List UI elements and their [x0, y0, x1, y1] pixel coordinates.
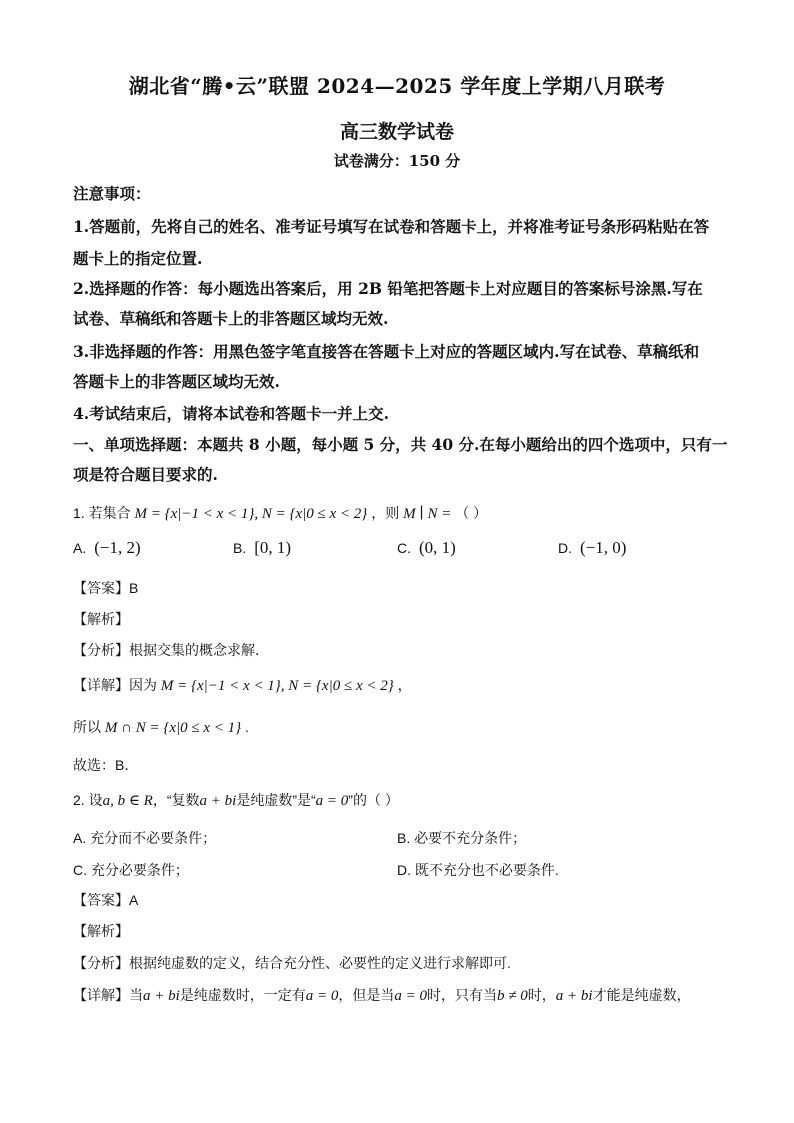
option-value: (−1, 2): [94, 538, 141, 557]
detail-text: 时，: [527, 987, 556, 1003]
detail-formula: a = 0: [305, 988, 339, 1004]
detail-text: 是纯虚数时，一定有: [179, 987, 306, 1003]
q1-choose: 故选：B．: [73, 757, 139, 773]
q1-blank: （ ）: [455, 505, 488, 521]
q2-detail: [73, 985, 691, 1005]
q2-formula: a, b ∈ R: [102, 793, 153, 809]
option-value: 充分必要条件；: [90, 862, 189, 878]
option-value: 既不充分也不必要条件.: [414, 862, 559, 878]
note-line: 4.考试结束后，请将本试卷和答题卡一并上交.: [73, 404, 390, 423]
q2-text: ”的（ ）: [348, 792, 399, 808]
option-value: (0, 1): [419, 538, 456, 557]
q2-text: 2. 设: [73, 792, 103, 808]
detail-text: ，但是当: [338, 987, 395, 1003]
detail-formula: M = {x|−1 < x < 1}, N = {x|0 ≤ x < 2}: [160, 678, 394, 694]
option-value: [0, 1): [254, 538, 292, 557]
q1-option-d: [558, 538, 626, 558]
q2-answer: 【答案】A: [73, 892, 139, 908]
option-label: C.: [397, 540, 411, 556]
q2-option-c: [73, 860, 189, 880]
option-label: D.: [558, 540, 572, 556]
option-label: C.: [73, 862, 87, 878]
q1-analysis: 【解析】: [73, 611, 129, 627]
exam-title: 湖北省“腾•云”联盟 2024—2025 学年度上学期八月联考: [128, 74, 666, 98]
q1-option-b: [233, 538, 291, 558]
section-heading: 一、单项选择题：本题共 8 小题，每小题 5 分，共 40 分.在每小题给出的四个选项中，只有一: [73, 435, 728, 454]
note-line: 1.答题前，先将自己的姓名、准考证号填写在试卷和答题卡上，并将准考证号条形码粘贴在答: [73, 217, 710, 236]
detail-formula: a = 0: [394, 988, 428, 1004]
q1-conclusion: [73, 717, 249, 737]
q1-detail: [73, 675, 412, 695]
note-line: 题卡上的指定位置.: [73, 249, 203, 268]
detail-formula: b ≠ 0: [497, 988, 528, 1004]
note-line: 3.非选择题的作答：用黑色签字笔直接答在答题卡上对应的答题区域内.写在试卷、草稿纸和: [73, 342, 700, 361]
detail-text: 【详解】当: [73, 987, 143, 1003]
q2-text: 是纯虚数”是“: [236, 792, 316, 808]
q1-text: 1. 若集合: [73, 505, 131, 521]
option-value: (−1, 0): [580, 538, 627, 557]
q1-formula: M ∣ N =: [403, 506, 452, 522]
option-label: A.: [73, 540, 87, 556]
q1-formula: M = {x|−1 < x < 1}, N = {x|0 ≤ x < 2}: [134, 506, 368, 522]
exam-subtitle: 高三数学试卷: [339, 121, 454, 143]
section-heading-cont: 项是符合题目要求的.: [73, 465, 218, 484]
q1-fenxi: 【分析】根据交集的概念求解．: [73, 642, 269, 658]
question-2: [73, 790, 399, 810]
note-line: 2.选择题的作答：每小题选出答案后，用 2B 铅笔把答题卡上对应题目的答案标号涂黑.写在: [73, 279, 703, 298]
detail-formula: a + bi: [143, 988, 180, 1004]
detail-text: 才能是纯虚数，: [592, 987, 691, 1003]
q2-fenxi: 【分析】根据纯虚数的定义，结合充分性、必要性的定义进行求解即可.: [73, 955, 511, 971]
q2-option-d: [397, 860, 559, 880]
q2-option-a: [73, 828, 216, 848]
option-value: 必要不充分条件；: [414, 830, 527, 846]
detail-text: 所以: [73, 719, 101, 735]
option-label: A.: [73, 830, 87, 846]
q2-option-b: [397, 828, 526, 848]
detail-text: .: [245, 719, 249, 735]
q1-option-a: [73, 538, 141, 558]
detail-text: 【详解】因为: [73, 677, 157, 693]
option-label: D.: [397, 862, 411, 878]
option-label: B.: [233, 540, 247, 556]
q2-text: ，“复数: [152, 792, 200, 808]
exam-score: 试卷满分：150 分: [333, 152, 461, 170]
option-label: B.: [397, 830, 411, 846]
q1-option-c: [397, 538, 456, 558]
q1-text: ，则: [371, 505, 400, 521]
detail-formula: M ∩ N = {x|0 ≤ x < 1}: [104, 720, 242, 736]
note-line: 试卷、草稿纸和答题卡上的非答题区域均无效.: [73, 309, 389, 328]
q1-answer: 【答案】B: [73, 580, 139, 596]
detail-text: ，: [397, 677, 412, 693]
notes-heading: 注意事项：: [73, 184, 151, 203]
question-1: [73, 503, 487, 523]
q2-formula: a + bi: [199, 793, 237, 809]
option-value: 充分而不必要条件；: [90, 830, 217, 846]
q2-analysis: 【解析】: [73, 923, 129, 939]
detail-text: 时，只有当: [427, 987, 498, 1003]
note-line: 答题卡上的非答题区域均无效.: [73, 372, 280, 391]
detail-formula: a + bi: [555, 988, 593, 1004]
q2-formula: a = 0: [315, 793, 349, 809]
